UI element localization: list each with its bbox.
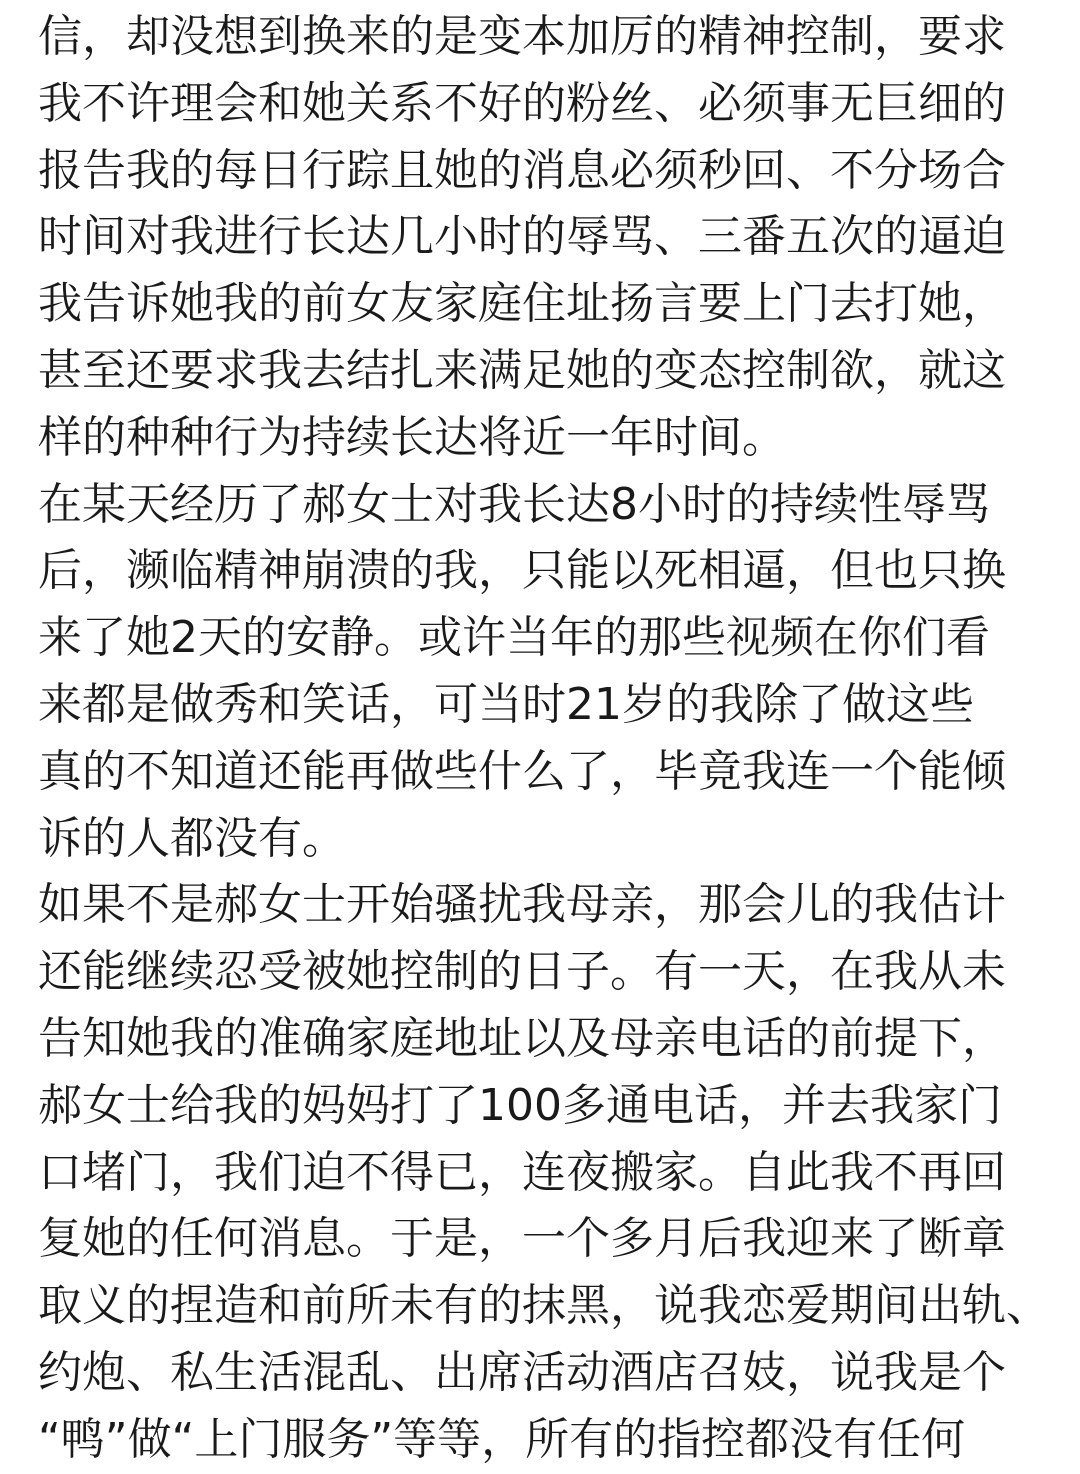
text-line: 郝女士给我的妈妈打了100多通电话，并去我家门 [38,1079,1002,1131]
text-line: 信，却没想到换来的是变本加厉的精神控制，要求 [38,11,1006,62]
text-line: 口堵门，我们迫不得已，连夜搬家。自此我不再回 [38,1146,1006,1198]
text-line: 来都是做秀和笑话，可当时21岁的我除了做这些 [38,678,974,730]
text-line: 取义的捏造和前所未有的抹黑，说我恋爱期间出轨、 [38,1280,1050,1332]
text-line: 在某天经历了郝女士对我长达8小时的持续性辱骂 [38,478,990,530]
text-line: 样的种种行为持续长达将近一年时间。 [38,411,786,463]
text-line: 来了她2天的安静。或许当年的那些视频在你们看 [38,612,990,664]
text-line: 我不许理会和她关系不好的粉丝、必须事无巨细的 [38,77,1006,129]
text-line: “鸭”做“上门服务”等等，所有的指控都没有任何 [38,1413,966,1465]
text-line: 诉的人都没有。 [38,812,346,864]
text-line: 我告诉她我的前女友家庭住址扬言要上门去打她， [38,278,1006,330]
text-line: 报告我的每日行踪且她的消息必须秒回、不分场合 [38,144,1006,196]
text-line: 还能继续忍受被她控制的日子。有一天，在我从未 [38,946,1006,998]
text-line: 复她的任何消息。于是，一个多月后我迎来了断章 [38,1213,1006,1265]
text-line: 甚至还要求我去结扎来满足她的变态控制欲，就这 [38,344,1006,396]
text-line: 后，濒临精神崩溃的我，只能以死相逼，但也只换 [38,545,1006,597]
text-line: 告知她我的准确家庭地址以及母亲电话的前提下， [38,1012,1006,1064]
text-line: 时间对我进行长达几小时的辱骂、三番五次的逼迫 [38,211,1006,263]
text-line: 真的不知道还能再做些什么了，毕竟我连一个能倾 [38,745,1006,797]
text-line: 约炮、私生活混乱、出席活动酒店召妓，说我是个 [38,1346,1006,1398]
text-line: 如果不是郝女士开始骚扰我母亲，那会儿的我估计 [38,879,1006,931]
